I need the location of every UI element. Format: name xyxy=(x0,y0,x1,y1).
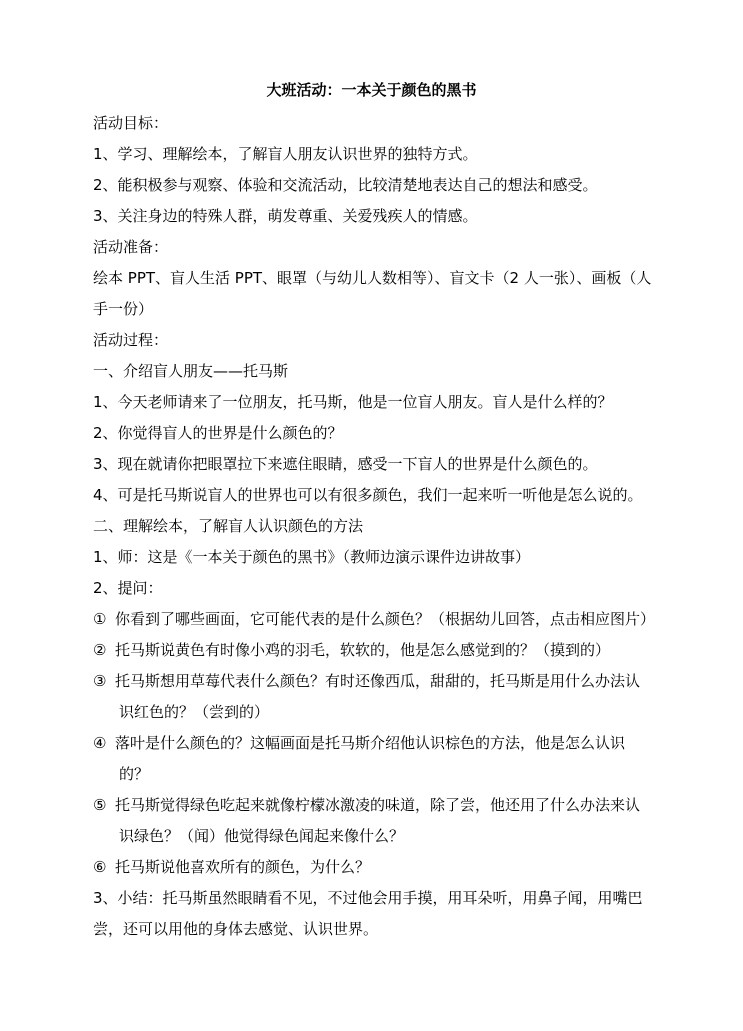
goal-item: 2、能积极参与观察、体验和交流活动，比较清楚地表达自己的想法和感受。 xyxy=(93,176,598,194)
question-item xyxy=(93,639,693,661)
section1-item: 4、可是托马斯说盲人的世界也可以有很多颜色，我们一起来听一听他是怎么说的。 xyxy=(93,486,643,504)
section2-item: 2、提问： xyxy=(93,579,163,597)
prep-line: 绘本 PPT、盲人生活 PPT、眼罩（与幼儿人数相等）、盲文卡（2 人一张）、画板（人 xyxy=(93,269,652,287)
question-number: ④ xyxy=(93,734,107,752)
section1-item: 3、现在就请你把眼罩拉下来遮住眼睛，感受一下盲人的世界是什么颜色的。 xyxy=(93,455,598,473)
prep-heading: 活动准备： xyxy=(93,238,169,256)
goals-heading: 活动目标： xyxy=(93,114,169,132)
question-item xyxy=(93,670,693,692)
summary-line: 尝，还可以用他的身体去感觉、认识世界。 xyxy=(93,920,379,938)
question-continuation: 的？ xyxy=(119,765,150,783)
prep-line: 手一份） xyxy=(93,300,154,318)
process-heading: 活动过程： xyxy=(93,331,169,349)
question-item xyxy=(93,856,693,878)
question-number: ⑤ xyxy=(93,796,107,814)
section1-item: 2、你觉得盲人的世界是什么颜色的？ xyxy=(93,424,343,442)
question-text: 托马斯说他喜欢所有的颜色，为什么？ xyxy=(115,858,371,876)
document-title: 大班活动：一本关于颜色的黑书 xyxy=(266,81,477,99)
question-text: 托马斯说黄色有时像小鸡的羽毛，软软的，他是怎么感觉到的？（摸到的） xyxy=(115,641,611,659)
question-number: ① xyxy=(93,610,107,628)
summary-line: 3、小结：托马斯虽然眼睛看不见，不过他会用手摸，用耳朵听，用鼻子闻，用嘴巴 xyxy=(93,889,643,907)
section-heading: 二、理解绘本，了解盲人认识颜色的方法 xyxy=(93,517,364,535)
question-item xyxy=(93,794,693,816)
question-number: ③ xyxy=(93,672,107,690)
section1-item: 1、今天老师请来了一位朋友，托马斯，他是一位盲人朋友。盲人是什么样的？ xyxy=(93,393,613,411)
question-item xyxy=(93,608,693,630)
question-number: ⑥ xyxy=(93,858,107,876)
question-item xyxy=(93,732,693,754)
question-continuation: 识绿色？（闻）他觉得绿色闻起来像什么？ xyxy=(119,827,405,845)
section-heading: 一、介绍盲人朋友——托马斯 xyxy=(93,362,289,380)
question-number: ② xyxy=(93,641,107,659)
question-text: 托马斯想用草莓代表什么颜色？有时还像西瓜，甜甜的，托马斯是用什么办法认 xyxy=(115,672,641,690)
question-text: 托马斯觉得绿色吃起来就像柠檬冰激凌的味道，除了尝，他还用了什么办法来认 xyxy=(115,796,641,814)
question-text: 你看到了哪些画面，它可能代表的是什么颜色？（根据幼儿回答，点击相应图片） xyxy=(115,610,656,628)
goal-item: 3、关注身边的特殊人群，萌发尊重、关爱残疾人的情感。 xyxy=(93,207,478,225)
question-text: 落叶是什么颜色的？这幅画面是托马斯介绍他认识棕色的方法，他是怎么认识 xyxy=(115,734,626,752)
question-continuation: 识红色的？（尝到的） xyxy=(119,703,270,721)
section2-item: 1、师：这是《一本关于颜色的黑书》（教师边演示课件边讲故事） xyxy=(93,548,531,566)
goal-item: 1、学习、理解绘本，了解盲人朋友认识世界的独特方式。 xyxy=(93,145,478,163)
